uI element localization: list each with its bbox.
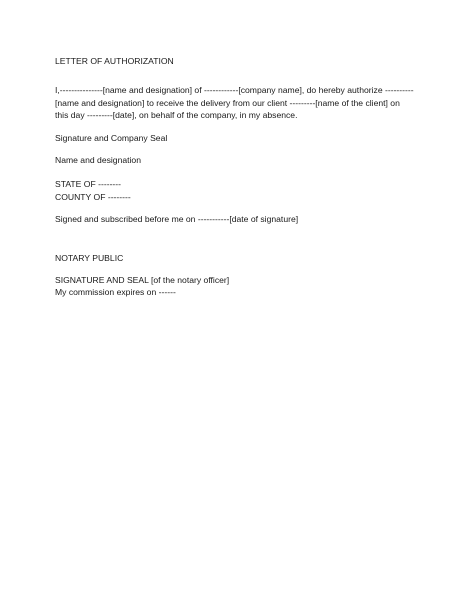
state-of-line: STATE OF -------- bbox=[55, 179, 122, 190]
document-title: LETTER OF AUTHORIZATION bbox=[55, 56, 174, 66]
document-content bbox=[55, 55, 415, 299]
signature-company-seal-label: Signature and Company Seal bbox=[55, 132, 168, 143]
commission-expires-line: My commission expires on ------ bbox=[55, 287, 176, 298]
notary-signature-seal-line: SIGNATURE AND SEAL [of the notary officer] bbox=[55, 275, 230, 286]
county-of-line: COUNTY OF -------- bbox=[55, 191, 131, 202]
notary-public-heading: NOTARY PUBLIC bbox=[55, 252, 124, 263]
authorization-paragraph: I,---------------[name and designation] of ------------[company name], do hereby authorize ----------[name and designation] to receive the delivery from our client ---------[name of the client] on this day ---------[date], on behalf of the company, in my absence. bbox=[55, 85, 414, 121]
name-designation-label: Name and designation bbox=[55, 155, 141, 166]
signed-subscribed-line: Signed and subscribed before me on -----------[date of signature] bbox=[55, 214, 299, 225]
